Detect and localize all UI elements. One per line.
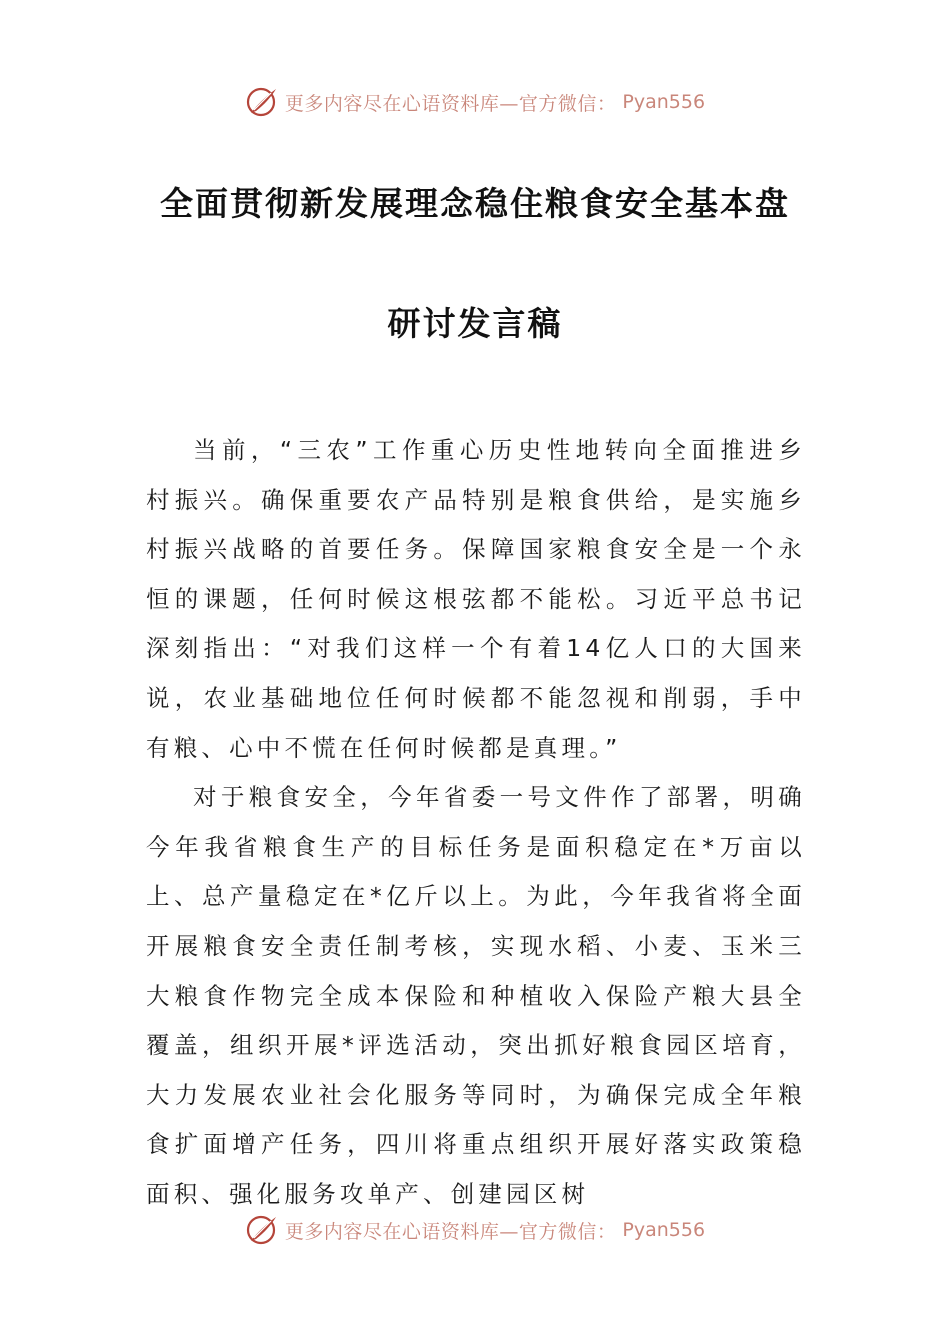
wechat-id: Pyan556: [622, 1219, 706, 1241]
watermark-text: 更多内容尽在心语资料库—官方微信：: [284, 92, 617, 115]
watermark-banner-top: [0, 82, 950, 122]
quill-logo-icon: [245, 85, 279, 119]
document-title-line2: 研讨发言稿: [387, 304, 563, 343]
wechat-id: Pyan556: [622, 91, 706, 113]
document-title-line1: 全面贯彻新发展理念稳住粮食安全基本盘: [160, 184, 790, 223]
watermark-text: 更多内容尽在心语资料库—官方微信：: [284, 1220, 617, 1243]
quill-logo-icon: [245, 1213, 279, 1247]
paragraph: 当前，“三农”工作重心历史性地转向全面推进乡村振兴。确保重要农产品特别是粮食供给，是实施乡村振兴战略的首要任务。保障国家粮食安全是一个永恒的课题，任何时候这根弦都不能松。习近平总书记深刻指出：“对我们这样一个有着14亿人口的大国来说，农业基础地位任何时候都不能忽视和削弱，手中有粮、心中不慌在任何时候都是真理。”: [146, 436, 806, 762]
document-body: [146, 426, 806, 1220]
watermark-banner-bottom: [0, 1210, 950, 1250]
paragraph: 对于粮食安全，今年省委一号文件作了部署，明确今年我省粮食生产的目标任务是面积稳定在*万亩以上、总产量稳定在*亿斤以上。为此，今年我省将全面开展粮食安全责任制考核，实现水稻、小麦、玉米三大粮食作物完全成本保险和种植收入保险产粮大县全覆盖，组织开展*评选活动，突出抓好粮食园区培育，大力发展农业社会化服务等同时，为确保完成全年粮食扩面增产任务，四川将重点组织开展好落实政策稳面积、强化服务攻单产、创建园区树: [146, 783, 806, 1208]
